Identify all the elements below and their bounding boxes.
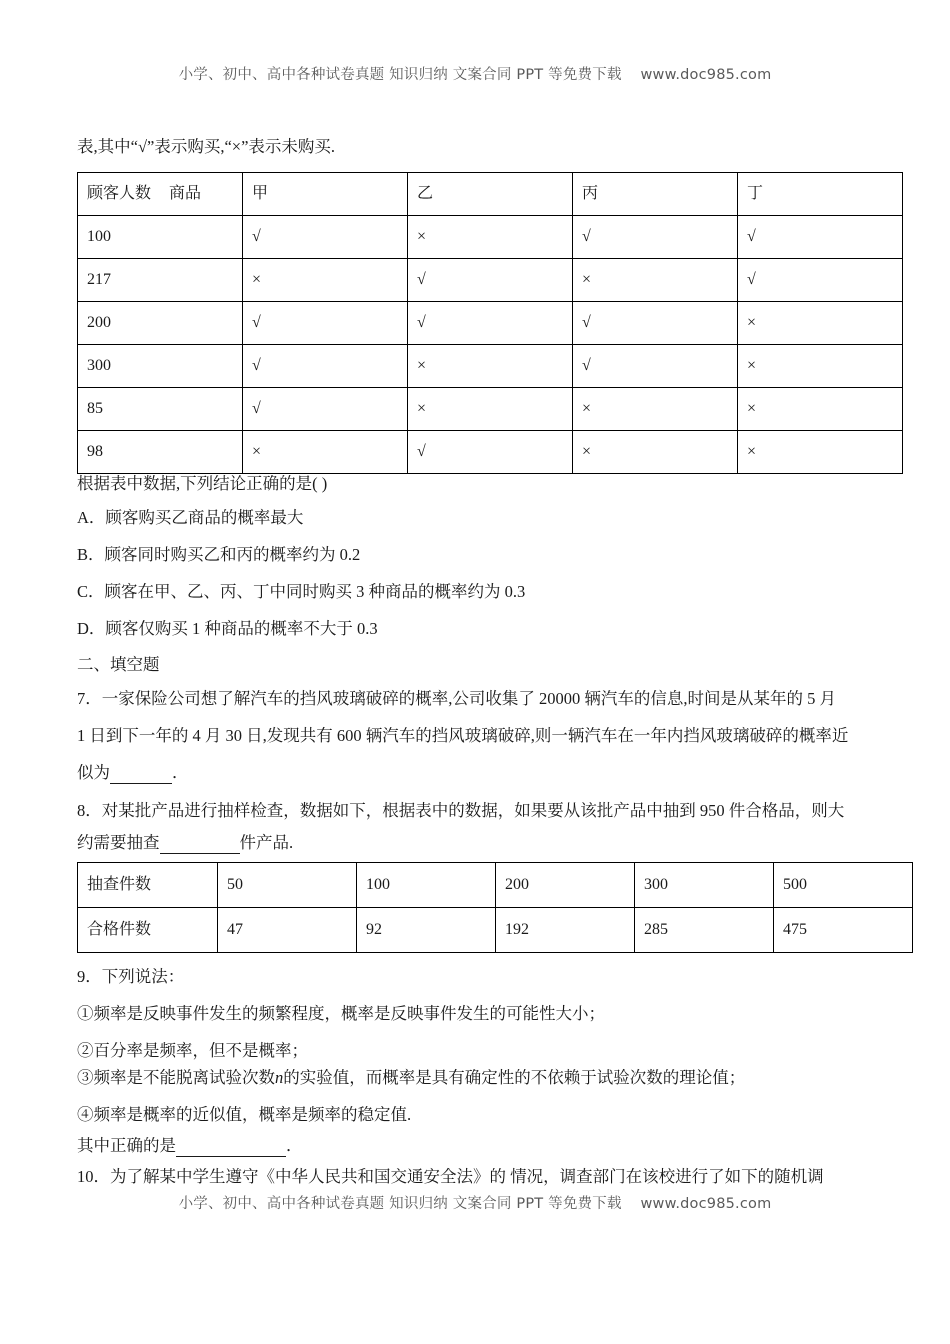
cell-mark: × — [408, 216, 573, 259]
cell-mark: × — [738, 302, 903, 345]
cell-count: 300 — [78, 345, 243, 388]
cell-count: 100 — [78, 216, 243, 259]
cell-value: 300 — [635, 863, 774, 908]
question9-item-3 — [77, 1064, 745, 1088]
table-row — [78, 216, 903, 259]
question7-line3-after: ． — [172, 763, 189, 782]
table-row — [78, 863, 913, 908]
header-row-label: 顾客人数 — [87, 185, 152, 203]
question7-line3-before: 似为 — [77, 763, 110, 782]
table-row — [78, 302, 903, 345]
answer-blank-q8[interactable] — [160, 833, 240, 854]
cell-mark: √ — [573, 216, 738, 259]
cell-value: 192 — [496, 908, 635, 953]
cell-mark: × — [738, 388, 903, 431]
table-row — [78, 259, 903, 302]
cell-mark: √ — [408, 259, 573, 302]
cell-count: 85 — [78, 388, 243, 431]
table-row — [78, 345, 903, 388]
option-text: 顾客同时购买乙和丙的概率约为 0.2 — [104, 545, 361, 564]
option-label: B． — [77, 545, 105, 564]
question9-item-1: ①频率是反映事件发生的频繁程度，概率是反映事件发生的可能性大小； — [77, 1004, 605, 1023]
row-label-sampled: 抽查件数 — [78, 863, 218, 908]
cell-mark: √ — [573, 302, 738, 345]
question6-option-d — [77, 615, 378, 639]
header-cell-count — [78, 173, 243, 216]
question9-conclusion — [77, 1132, 303, 1157]
watermark-bottom — [0, 1192, 950, 1213]
question8-line1: 8．对某批产品进行抽样检查，数据如下，根据表中的数据，如果要从该批产品中抽到 950 件合格品，则大 — [77, 801, 845, 820]
header-cell-item-0: 甲 — [243, 173, 408, 216]
option-text: 顾客仅购买 1 种商品的概率不大于 0.3 — [105, 619, 378, 638]
cell-value: 475 — [774, 908, 913, 953]
cell-mark: × — [573, 259, 738, 302]
question7-line3 — [77, 759, 189, 784]
cell-value: 50 — [218, 863, 357, 908]
answer-blank-q7[interactable] — [110, 763, 172, 784]
section-2-title: 二、填空题 — [77, 655, 160, 674]
cell-mark: × — [573, 388, 738, 431]
option-label: D． — [77, 619, 106, 638]
cell-mark: √ — [738, 216, 903, 259]
header-cell-item-3: 丁 — [738, 173, 903, 216]
question8-line2-before: 约需要抽查 — [77, 833, 160, 852]
cell-count: 98 — [78, 431, 243, 474]
table-row — [78, 908, 913, 953]
cell-value: 92 — [357, 908, 496, 953]
cell-mark: √ — [408, 431, 573, 474]
answer-blank-q9[interactable] — [176, 1136, 286, 1157]
option-text: 顾客购买乙商品的概率最大 — [105, 508, 304, 527]
cell-mark: √ — [243, 345, 408, 388]
header-col-label: 商品 — [169, 185, 202, 203]
question6-stem: 根据表中数据,下列结论正确的是( ) — [77, 474, 328, 493]
question8-line2 — [77, 829, 293, 854]
cell-mark: √ — [408, 302, 573, 345]
watermark-url: www.doc985.com — [640, 67, 772, 83]
question9-item3-variable: n — [275, 1068, 284, 1087]
question9-item3-part-b: 的实验值，而概率是具有确定性的不依赖于试验次数的理论值； — [283, 1068, 746, 1087]
cell-mark: √ — [243, 388, 408, 431]
cell-mark: √ — [243, 216, 408, 259]
cell-value: 47 — [218, 908, 357, 953]
question10-line1: 10．为了解某中学生遵守《中华人民共和国交通安全法》的 情况，调查部门在该校进行了如下的随机调 — [77, 1167, 824, 1186]
cell-value: 100 — [357, 863, 496, 908]
watermark-text: 小学、初中、高中各种试卷真题 知识归纳 文案合同 PPT 等免费下载 — [178, 1196, 622, 1212]
question9-stem: 9．下列说法： — [77, 967, 185, 986]
cell-count: 217 — [78, 259, 243, 302]
question8-line2-after: 件产品. — [239, 833, 294, 852]
header-cell-item-1: 乙 — [408, 173, 573, 216]
cell-mark: √ — [573, 345, 738, 388]
table-row — [78, 388, 903, 431]
cell-value: 200 — [496, 863, 635, 908]
question6-option-b — [77, 541, 360, 565]
cell-mark: × — [408, 388, 573, 431]
cell-mark: × — [738, 345, 903, 388]
table-header-row — [78, 173, 903, 216]
row-label-qualified: 合格件数 — [78, 908, 218, 953]
cell-value: 500 — [774, 863, 913, 908]
question6-option-a — [77, 504, 303, 528]
question9-item-4: ④频率是概率的近似值，概率是频率的稳定值. — [77, 1105, 412, 1124]
cell-value: 285 — [635, 908, 774, 953]
cell-mark: √ — [738, 259, 903, 302]
header-cell-item-2: 丙 — [573, 173, 738, 216]
cell-count: 200 — [78, 302, 243, 345]
question6-option-c — [77, 578, 525, 602]
watermark-top — [0, 63, 950, 84]
purchases-table — [77, 172, 903, 474]
question7-line2: 1 日到下一年的 4 月 30 日,发现共有 600 辆汽车的挡风玻璃破碎,则一辆汽车在一年内挡风玻璃破碎的概率近 — [77, 726, 849, 745]
sampling-table — [77, 862, 913, 953]
option-label: A． — [77, 508, 106, 527]
intro-text: 表,其中“√”表示购买,“×”表示未购买. — [77, 137, 336, 156]
question9-conclusion-before: 其中正确的是 — [77, 1136, 176, 1155]
cell-mark: × — [408, 345, 573, 388]
question9-item-2: ②百分率是频率，但不是概率； — [77, 1041, 308, 1060]
watermark-url: www.doc985.com — [640, 1196, 772, 1212]
watermark-text: 小学、初中、高中各种试卷真题 知识归纳 文案合同 PPT 等免费下载 — [178, 67, 622, 83]
question7-line1: 7．一家保险公司想了解汽车的挡风玻璃破碎的概率,公司收集了 20000 辆汽车的信息,时间是从某年的 5 月 — [77, 689, 836, 708]
option-label: C． — [77, 582, 105, 601]
question9-conclusion-after: ． — [286, 1136, 303, 1155]
option-text: 顾客在甲、乙、丙、丁中同时购买 3 种商品的概率约为 0.3 — [104, 582, 526, 601]
cell-mark: × — [738, 431, 903, 474]
cell-mark: √ — [243, 302, 408, 345]
cell-mark: × — [243, 259, 408, 302]
question9-item3-part-a: ③频率是不能脱离试验次数 — [77, 1068, 275, 1087]
cell-mark: × — [243, 431, 408, 474]
cell-mark: × — [573, 431, 738, 474]
table-row — [78, 431, 903, 474]
